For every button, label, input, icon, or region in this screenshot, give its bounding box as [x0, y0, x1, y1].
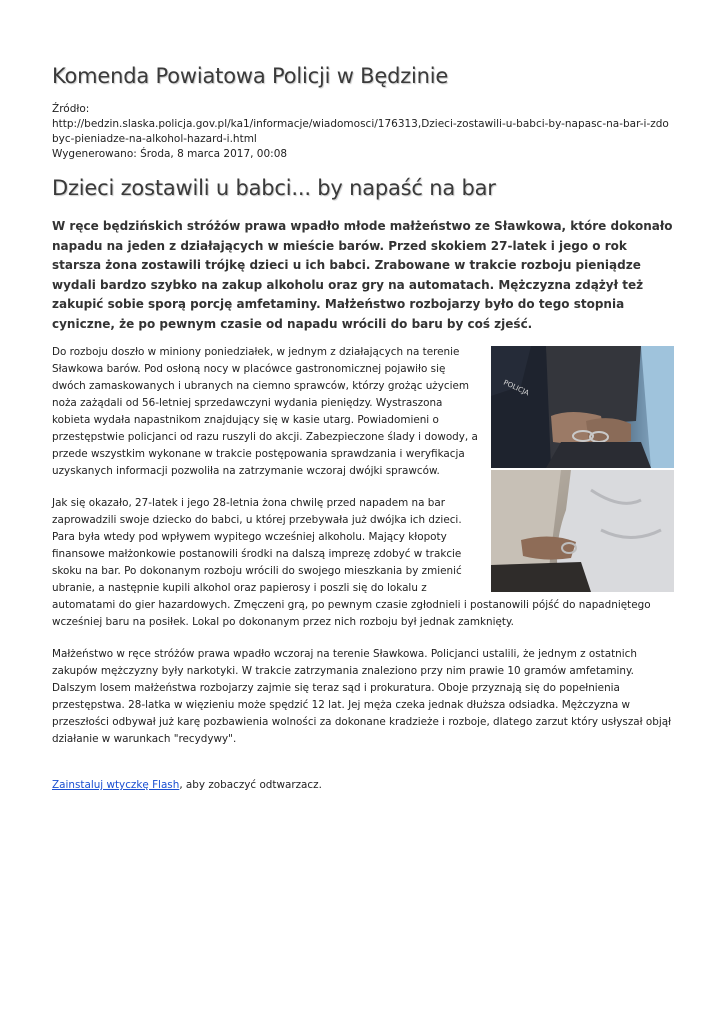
photo-handcuffs-police: [491, 346, 674, 468]
photo-column: [491, 346, 674, 592]
article-title: Dzieci zostawili u babci... by napaść na bar: [52, 176, 496, 200]
generated-date: Wygenerowano: Środa, 8 marca 2017, 00:08: [52, 148, 288, 160]
install-flash-link[interactable]: Zainstaluj wtyczkę Flash: [52, 779, 180, 791]
article-paragraph: Do rozboju doszło w miniony poniedziałek, w jednym z działających na terenie Sławkowa barów. Pod osłoną nocy w placówce gastronomicznej pojawiło się dwóch zamaskowanych i ubranych na ciemno sprawców, którzy grożąc użyciem noża zażądali od 56-letniej sprzedawczyni wydania pieniędzy. Wystraszona kobieta wydała napastnikom znajdujący się w kasie utarg. Powiadomieni o przestępstwie policjanci od razu ruszyli do akcji. Zabezpieczone ślady i dowody, a przede wszystkim wykonane w trakcie postępowania sprawdzania i weryfikacja uzyskanych informacji pozwoliła na zatrzymanie wczoraj dwójki sprawców.: [52, 346, 478, 477]
photo-text: POLICJA: [502, 378, 531, 398]
article-body: [52, 344, 674, 794]
article-paragraph: Jak się okazało, 27-latek i jego 28-letnia żona chwilę przed napadem na bar zaprowadzili swoje dziecko do babci, u której przebywała już dwójka ich dzieci. Para była wtedy pod wpływem wypitego wcześniej alkoholu. Mający kłopoty finansowe małżonkowie postanowili środki na dalszą imprezę zdobyć w trakcie skoku na bar. Po dokonanym rozboju wrócili do swojego mieszkania by zmienić ubranie, a następnie kupili alkohol oraz papierosy i poszli się do lokalu z automatami do gier hazardowych. Zmęczeni grą, po pewnym czasie zgłodnieli i postanowili pójść do napadniętego wcześniej baru na posiłek. Lokal po dokonanym przez nich rozboju był jednak zamknięty.: [52, 497, 651, 628]
flash-notice: [52, 777, 674, 794]
article-paragraph: Małżeństwo w ręce stróżów prawa wpadło wczoraj na terenie Sławkowa. Policjanci ustalili, że jednym z ostatnich zakupów mężczyzny były narkotyki. W trakcie zatrzymania znaleziono przy nim prawie 10 gramów amfetaminy. Dalszym losem małżeństwa rozbojarzy zajmie się teraz sąd i prokuratura. Oboje przyznają się do popełnienia przestępstwa. 28-latka w więzieniu może spędzić 12 lat. Jej męża czeka jednak dłuższa odsiadka. Mężczyzna w przeszłości odbywał już karę pozbawienia wolności za dokonane kradzieże i rozboje, dlatego zarzut który usłyszał objął działanie w warunkach "recydywy".: [52, 648, 672, 745]
site-title: Komenda Powiatowa Policji w Będzinie: [52, 64, 449, 88]
source-info: [52, 102, 674, 162]
photo-handcuffed-person: [491, 470, 674, 592]
page: [52, 62, 674, 794]
flash-notice-suffix: , aby zobaczyć odtwarzacz.: [179, 779, 322, 791]
article-lead: W ręce będzińskich stróżów prawa wpadło młode małżeństwo ze Sławkowa, które dokonało napadu na jeden z działających w mieście barów. Przed skokiem 27-latek i jego o rok starsza żona zostawili trójkę dzieci u ich babci. Zrabowane w trakcie rozboju pieniądze wydali bardzo szybko na zakup alkoholu oraz gry na automatach. Mężczyzna zdążył też zakupić sobie sporą porcję amfetaminy. Małżeństwo rozbojarzy było do tego stopnia cyniczne, że po pewnym czasie od napadu wrócili do baru by coś zjeść.: [52, 219, 673, 331]
source-url: http://bedzin.slaska.policja.gov.pl/ka1/informacje/wiadomosci/176313,Dzieci-zostawili-u-babci-by-napasc-na-bar-i-zdobyc-pieniadze-na-alkohol-hazard-i.html: [52, 118, 669, 145]
source-label: Źródło:: [52, 103, 90, 115]
